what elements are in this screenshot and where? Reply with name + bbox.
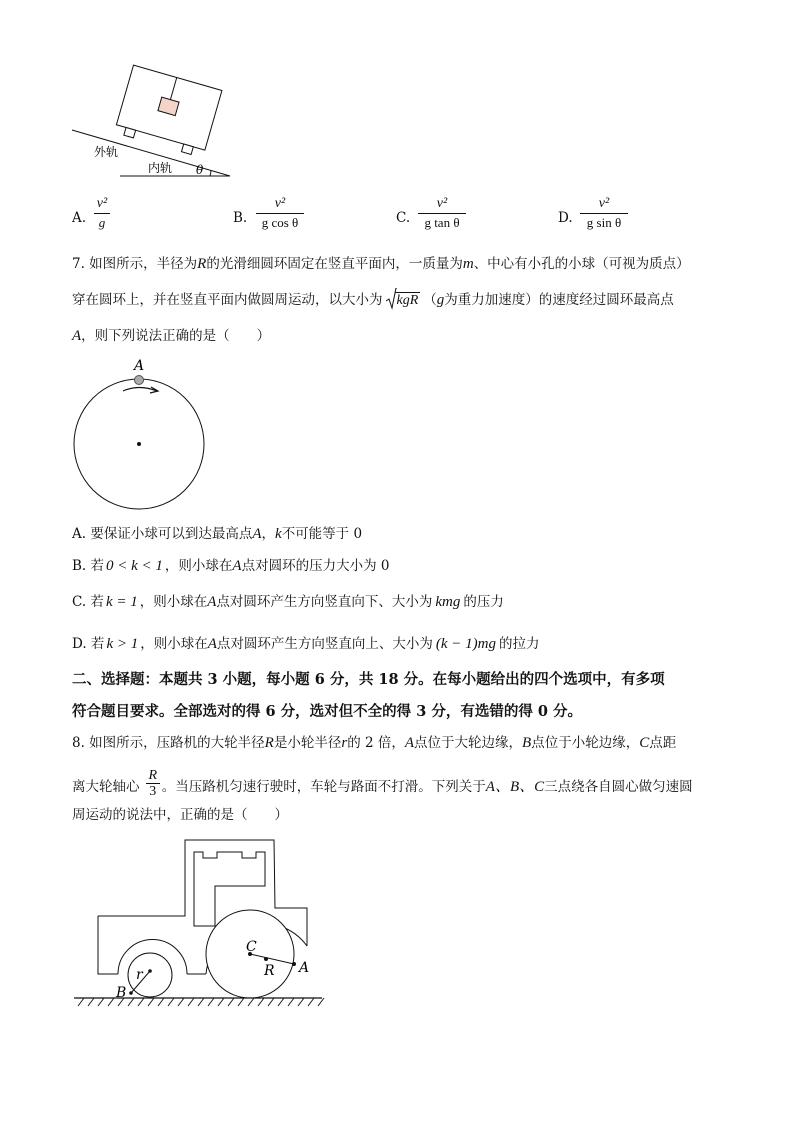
label-R: R xyxy=(264,963,275,979)
inner-rail-label: 内轨 xyxy=(148,161,173,175)
fraction-numerator: v² xyxy=(96,196,108,211)
section-2-heading-line-2: 符合题目要求。全部选对的得 6 分，选对但不全的得 3 分，有选错的得 0 分。 xyxy=(72,703,583,720)
q8-stem-line-1 xyxy=(72,733,676,753)
var-R: R xyxy=(264,735,274,751)
figure-train-on-bank xyxy=(70,62,240,184)
q7-option-a xyxy=(72,524,362,544)
var-A: A xyxy=(72,328,82,344)
fraction-numerator: v² xyxy=(436,196,448,211)
small-wheel xyxy=(128,953,172,997)
q7-stem-line-1 xyxy=(72,254,690,274)
text: ，则小球在 xyxy=(164,558,233,574)
text: 点位于小轮边缘， xyxy=(531,735,640,751)
var: A xyxy=(207,636,217,652)
text: 点位于大轮边缘， xyxy=(414,735,523,751)
angle-label: θ xyxy=(196,163,204,177)
center-dot xyxy=(137,442,141,446)
var: k > 1 xyxy=(106,636,139,652)
text: 点对圆环产生方向竖直向下、大小为 xyxy=(216,594,433,610)
q6-option-d-label: D. xyxy=(558,210,573,226)
fraction-numerator: v² xyxy=(274,196,286,211)
figure-circular-ring xyxy=(70,358,210,514)
text: 7. 如图所示，半径为 xyxy=(72,256,198,272)
text: D. 若 xyxy=(72,636,105,652)
text: 三点绕各自圆心做匀速圆 xyxy=(544,779,693,795)
text: 不可能等于 0 xyxy=(281,526,363,542)
text: C. 若 xyxy=(72,594,104,610)
text: 的压力 xyxy=(463,594,504,610)
q6-option-c-fraction xyxy=(418,196,466,231)
text: 的 2 倍， xyxy=(347,735,405,751)
text: A. 要保证小球可以到达最高点 xyxy=(72,526,253,542)
var-m: m xyxy=(462,256,474,272)
text: B. 若 xyxy=(72,558,105,574)
text: 的光滑细圆环固定在竖直平面内，一质量为 xyxy=(206,256,463,272)
var: k = 1 xyxy=(105,594,138,610)
q7-option-c xyxy=(72,592,504,612)
var: A xyxy=(232,558,242,574)
label-B: B xyxy=(116,985,127,1001)
var: kmg xyxy=(435,594,461,610)
var-A: A xyxy=(404,735,415,751)
label-A: A xyxy=(299,960,310,976)
text: 的拉力 xyxy=(499,636,540,652)
var-r: r xyxy=(341,735,348,751)
fraction-numerator: R xyxy=(148,768,158,783)
q8-stem-line-2 xyxy=(72,768,693,803)
text: 。当压路机匀速行驶时，车轮与路面不打滑。下列关于 xyxy=(161,779,486,795)
fraction-R-over-3 xyxy=(146,768,160,799)
q6-option-d-fraction xyxy=(580,196,628,231)
label-r: r xyxy=(136,967,143,983)
var-g: g xyxy=(436,292,445,308)
text: 为重力加速度）的速度经过圆环最高点 xyxy=(444,292,674,308)
var: 0 < k < 1 xyxy=(106,558,163,574)
q7-stem-line-2 xyxy=(72,290,674,311)
outer-rail-label: 外轨 xyxy=(94,145,119,159)
var: k xyxy=(275,526,282,542)
var: A xyxy=(207,594,217,610)
text: 、中心有小孔的小球（可视为质点） xyxy=(473,256,690,272)
text: 点对圆环产生方向竖直向上、大小为 xyxy=(216,636,433,652)
q6-option-b-fraction xyxy=(256,196,304,231)
fraction-denominator: 3 xyxy=(149,784,157,799)
q7-option-d xyxy=(72,634,540,654)
text: 点距 xyxy=(649,735,677,751)
var-points: A、B、C xyxy=(485,779,545,795)
var-R: R xyxy=(197,256,207,272)
q6-option-c-label: C. xyxy=(396,210,411,226)
text: 8. 如图所示，压路机的大轮半径 xyxy=(72,735,265,751)
label-C: C xyxy=(246,939,257,955)
q6-option-b-label: B. xyxy=(233,210,248,226)
var: A xyxy=(252,526,262,542)
text: ，则小球在 xyxy=(139,594,208,610)
figure-road-roller xyxy=(70,834,330,1014)
text: （ xyxy=(423,292,437,308)
q7-option-b xyxy=(72,556,389,576)
point-A-label: A xyxy=(134,358,145,374)
q6-option-a-label: A. xyxy=(72,210,87,226)
sqrt-expression xyxy=(386,290,421,311)
var: (k − 1)mg xyxy=(435,636,496,652)
text: ， xyxy=(261,526,276,542)
fraction-denominator: g cos θ xyxy=(261,215,299,230)
fraction-denominator: g xyxy=(98,215,106,230)
var-B: B xyxy=(522,735,532,751)
text: 离大轮轴心 xyxy=(72,779,140,795)
q7-stem-line-3 xyxy=(72,326,270,346)
q6-option-a-fraction xyxy=(94,196,110,231)
text: 点对圆环的压力大小为 0 xyxy=(241,558,390,574)
text: 穿在圆环上，并在竖直平面内做圆周运动，以大小为 xyxy=(72,292,383,308)
ball xyxy=(135,376,144,385)
fraction-denominator: g sin θ xyxy=(586,215,622,230)
fraction-numerator: v² xyxy=(598,196,610,211)
var-C: C xyxy=(639,735,650,751)
q8-stem-line-3: 周运动的说法中，正确的是（ ） xyxy=(72,807,288,823)
section-2-heading-line-1: 二、选择题：本题共 3 小题，每小题 6 分，共 18 分。在每小题给出的四个选项中，有多项 xyxy=(72,671,665,688)
fraction-denominator: g tan θ xyxy=(424,215,460,230)
text: ，则小球在 xyxy=(140,636,208,652)
text: ，则下列说法正确的是（ ） xyxy=(81,328,271,344)
sqrt-sign xyxy=(386,288,397,310)
text: 是小轮半径 xyxy=(273,735,342,751)
sqrt-radicand: kgR xyxy=(396,293,419,308)
